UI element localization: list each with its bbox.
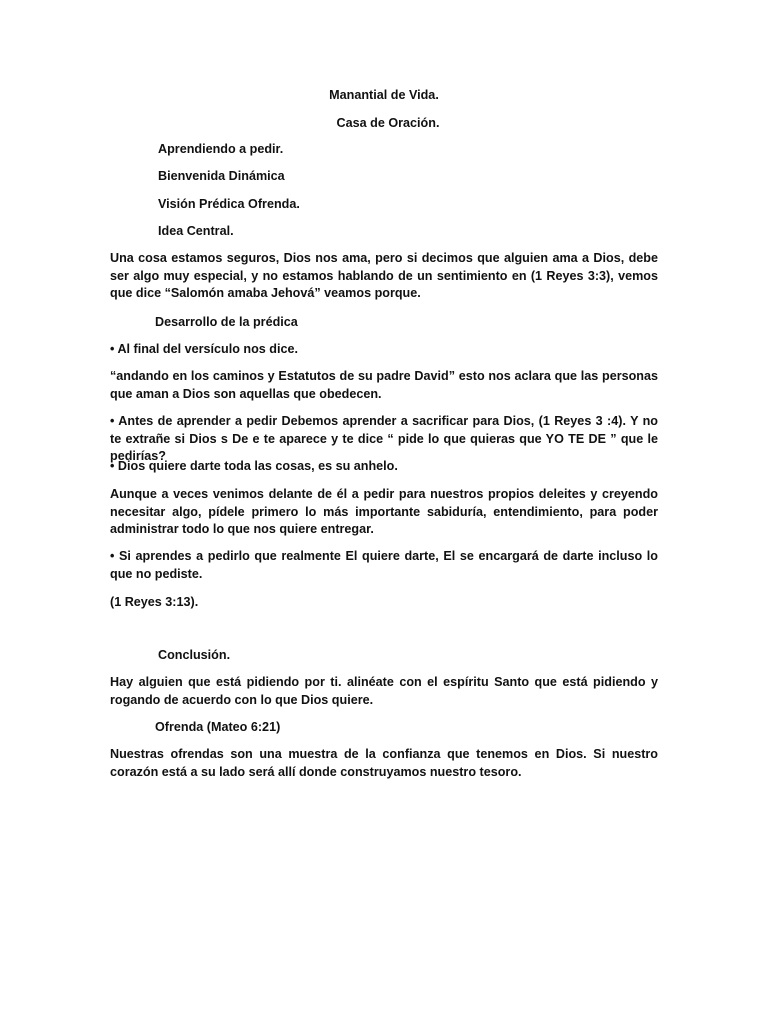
point-1: • Al final del versículo nos dice. [110, 342, 299, 356]
point-4-paragraph: • Si aprendes a pedirlo que realmente El quiere darte, El se encargará de darte incluso lo que no pediste. [110, 549, 658, 581]
conclusion-paragraph: Hay alguien que está pidiendo por ti. alinéate con el espíritu Santo que está pidiendo y rogando de acuerdo con lo que Dios quiere. [110, 675, 658, 707]
point-3-paragraph: Aunque a veces venimos delante de él a pedir para nuestros propios deleites y creyendo necesitar algo, pídele primero lo más importante sabiduría, entendimiento, para poder administrar todo lo que nos quiere entregar. [110, 487, 658, 536]
document-subtitle: Casa de Oración. [336, 116, 440, 130]
point-2-paragraph: • Antes de aprender a pedir Debemos aprender a sacrificar para Dios, (1 Reyes 3 :4). Y no te extrañe si Dios s De e te aparece y te dice “ pide lo que quieras que YO TE DE ” que le pedirías? [110, 414, 658, 463]
outline-item-3: Visión Prédica Ofrenda. [158, 197, 300, 211]
point-3: • Dios quiere darte toda las cosas, es su anhelo. [110, 459, 398, 473]
desarrollo-heading: Desarrollo de la prédica [155, 315, 298, 329]
outline-item-1: Aprendiendo a pedir. [158, 142, 284, 156]
outline-item-2: Bienvenida Dinámica [158, 169, 285, 183]
outline-item-4: Idea Central. [158, 224, 234, 238]
document-title: Manantial de Vida. [329, 88, 439, 102]
ofrenda-paragraph: Nuestras ofrendas son una muestra de la confianza que tenemos en Dios. Si nuestro corazón está a su lado será allí donde construyamos nuestro tesoro. [110, 747, 658, 779]
reference: (1 Reyes 3:13). [110, 595, 199, 609]
conclusion-heading: Conclusión. [158, 648, 231, 662]
point-1-paragraph: “andando en los caminos y Estatutos de su padre David” esto nos aclara que las personas que aman a Dios son aquellas que obedecen. [110, 369, 658, 401]
ofrenda-heading: Ofrenda (Mateo 6:21) [155, 720, 281, 734]
intro-paragraph: Una cosa estamos seguros, Dios nos ama, pero si decimos que alguien ama a Dios, debe ser algo muy especial, y no estamos hablando de un sentimiento en (1 Reyes 3:3), vemos que dice “Salomón amaba Jehová” veamos porque. [110, 251, 658, 300]
